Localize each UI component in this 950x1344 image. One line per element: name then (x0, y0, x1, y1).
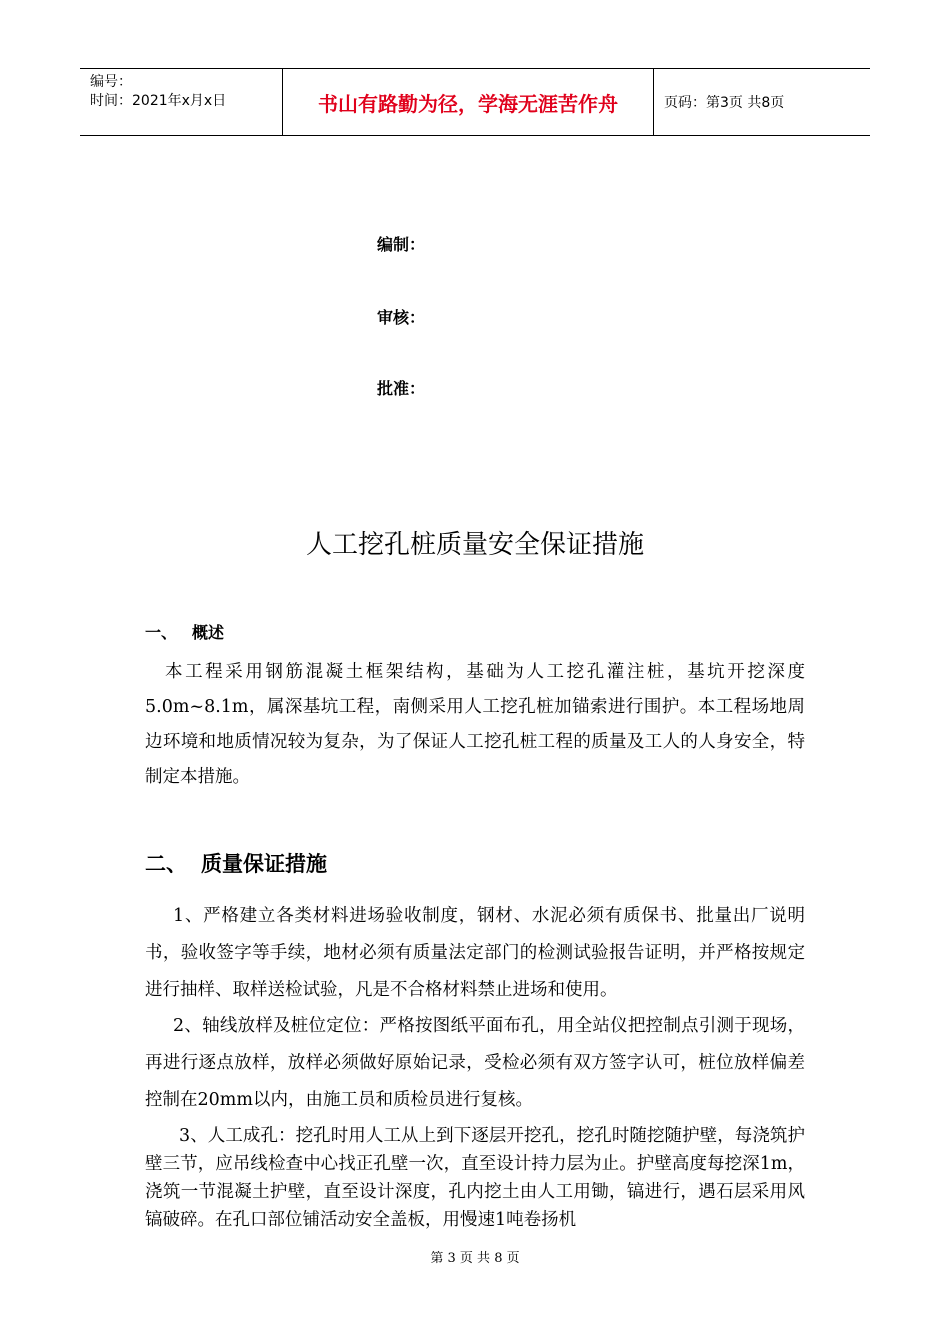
section1-title: 概述 (192, 623, 225, 642)
section2-number: 二、 (145, 852, 187, 876)
time-label: 时间：2021年x月x日 (90, 93, 227, 109)
header-table (80, 68, 870, 136)
page-number-cell (654, 69, 870, 135)
page-footer: 第 3 页 共 8 页 (430, 1251, 520, 1266)
signature-approved: 批准： (377, 379, 426, 398)
overview-paragraph: 本工程采用钢筋混凝土框架结构，基础为人工挖孔灌注桩，基坑开挖深度5.0m~8.1m，属深基坑工程，南侧采用人工挖孔桩加锚索进行围护。本工程场地周边环境和地质情况较为复杂，为了保证人工挖孔桩工程的质量及工人的人身安全，特制定本措施。 (145, 662, 805, 787)
number-label: 编号： (90, 74, 132, 90)
header-info-cell (80, 69, 282, 135)
section1-number: 一、 (145, 623, 178, 642)
page-label: 页码：第3页 共8页 (664, 95, 785, 111)
motto-cell (282, 69, 654, 135)
section2-heading (145, 848, 327, 878)
signature-reviewed: 审核： (377, 308, 426, 327)
section1-heading (145, 620, 224, 643)
section2-title: 质量保证措施 (201, 852, 327, 876)
motto-text: 书山有路勤为径，学海无涯苦作舟 (318, 91, 618, 116)
quality-item-2: 2、轴线放样及桩位定位：严格按图纸平面布孔，用全站仪把控制点引测于现场，再进行逐点放样，放样必须做好原始记录，受检必须有双方签字认可，桩位放样偏差控制在20mm以内，由施工员和质检员进行复核。 (145, 1016, 805, 1110)
signature-compiled: 编制： (377, 235, 426, 254)
quality-item-3: 3、人工成孔：挖孔时用人工从上到下逐层开挖孔，挖孔时随挖随护壁，每浇筑护壁三节，应吊线检查中心找正孔壁一次，直至设计持力层为止。护壁高度每挖深1m，浇筑一节混凝土护壁，直至设计深度，孔内挖土由人工用锄，镐进行，遇石层采用风镐破碎。在孔口部位铺活动安全盖板，用慢速1吨卷扬机 (145, 1126, 805, 1230)
document-title: 人工挖孔桩质量安全保证措施 (305, 530, 644, 560)
quality-item-1: 1、严格建立各类材料进场验收制度，钢材、水泥必须有质保书、批量出厂说明书，验收签字等手续，地材必须有质量法定部门的检测试验报告证明，并严格按规定进行抽样、取样送检试验，凡是不合格材料禁止进场和使用。 (145, 906, 805, 1000)
